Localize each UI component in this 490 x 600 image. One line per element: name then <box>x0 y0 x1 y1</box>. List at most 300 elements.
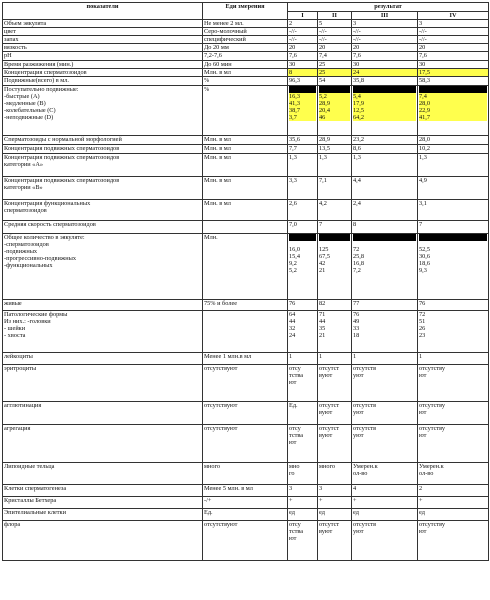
cell-line: ол-во <box>353 469 368 477</box>
cell-line: 20 <box>319 44 326 52</box>
cell-line: отсу <box>289 364 301 372</box>
cell-line <box>419 234 487 241</box>
result-cell <box>418 60 489 68</box>
cell-line: уют <box>353 431 364 439</box>
cell-line: Млн. в мл <box>204 199 231 207</box>
cell-line: Млн. <box>204 233 218 241</box>
cell-line: 30,6 <box>419 252 431 260</box>
cell-line: 23 <box>419 332 426 340</box>
indicator-cell <box>3 20 203 28</box>
cell-line: тства <box>289 371 304 379</box>
result-cell <box>418 401 489 424</box>
result-cell <box>352 60 418 68</box>
indicator-cell <box>3 520 203 560</box>
unit-cell <box>203 153 288 176</box>
cell-line: + <box>319 496 323 504</box>
cell-line: 7,7 <box>289 144 297 152</box>
cell-line: 8,6 <box>353 144 361 152</box>
cell-line: 35,6 <box>289 135 301 143</box>
result-cell <box>352 401 418 424</box>
cell-line: 76 <box>353 310 360 318</box>
result-cell <box>352 484 418 496</box>
header-indicators: показатели <box>3 3 203 20</box>
table-row <box>3 144 489 153</box>
result-cell <box>318 424 352 462</box>
result-cell <box>288 68 318 76</box>
cell-line: Умерен.к <box>353 462 378 470</box>
indicator-cell <box>3 401 203 424</box>
result-cell <box>418 310 489 352</box>
result-cell <box>418 424 489 462</box>
cell-line: -медленные (В) <box>4 99 46 107</box>
cell-line: 8 <box>289 68 293 76</box>
header-result: результат <box>288 3 489 12</box>
cell-line: 28,9 <box>319 135 331 143</box>
cell-line: 7,2 <box>353 267 361 275</box>
cell-line: - шейки <box>4 324 26 332</box>
result-cell <box>288 36 318 44</box>
cell-line: отсутст <box>319 424 340 432</box>
result-cell <box>288 176 318 199</box>
cell-line: 3,3 <box>289 176 297 184</box>
cell-line: 30 <box>353 60 360 68</box>
cell-line: 21 <box>319 267 326 275</box>
cell-line: 5,2 <box>319 93 350 100</box>
cell-line: 76 <box>419 299 426 307</box>
cell-line: цвет <box>4 28 16 36</box>
indicator-cell <box>3 36 203 44</box>
result-cell <box>352 144 418 153</box>
cell-line: отсутствуют <box>204 520 238 528</box>
table-row <box>3 220 489 233</box>
unit-cell <box>203 76 288 85</box>
cell-line: -//- <box>319 36 327 44</box>
table-row <box>3 484 489 496</box>
indicator-cell <box>3 199 203 220</box>
indicator-cell <box>3 233 203 299</box>
result-cell <box>318 364 352 401</box>
cell-line: 16,0 <box>289 245 301 253</box>
result-cell <box>418 364 489 401</box>
cell-line: го <box>289 469 295 477</box>
unit-cell <box>203 364 288 401</box>
cell-line: много <box>204 462 221 470</box>
cell-line: Млн. в мл <box>204 144 231 152</box>
result-cell <box>352 496 418 508</box>
cell-line: 2,4 <box>353 199 361 207</box>
cell-line: 30 <box>289 60 296 68</box>
cell-line: 15,4 <box>289 252 301 260</box>
table-row <box>3 352 489 364</box>
table-row <box>3 401 489 424</box>
cell-line: 21 <box>319 332 326 340</box>
indicator-cell <box>3 462 203 484</box>
cell-line: -неподвижные (D) <box>4 114 54 122</box>
cell-line <box>319 234 350 241</box>
indicator-cell <box>3 484 203 496</box>
cell-line: Концентрация подвижных сперматозоидов <box>4 153 120 161</box>
indicator-cell <box>3 310 203 352</box>
cell-line: 38,7 <box>289 107 316 114</box>
indicator-cell <box>3 60 203 68</box>
cell-line: отсутству <box>419 401 446 409</box>
indicator-cell <box>3 76 203 85</box>
result-cell <box>288 484 318 496</box>
result-cell <box>288 44 318 52</box>
cell-line: Не менее 2 мл. <box>204 20 244 28</box>
cell-line: категории «А» <box>4 160 44 168</box>
indicator-cell <box>3 352 203 364</box>
unit-cell <box>203 310 288 352</box>
unit-cell <box>203 299 288 310</box>
cell-line: 32 <box>289 324 296 332</box>
result-cell <box>288 364 318 401</box>
cell-line: 82 <box>319 299 326 307</box>
cell-line: 13,5 <box>319 144 331 152</box>
cell-line: Концентрация подвижных сперматозоидов <box>4 144 120 152</box>
cell-line: 49 <box>353 317 360 325</box>
result-cell <box>352 424 418 462</box>
table-row <box>3 233 489 299</box>
result-cell <box>352 76 418 85</box>
cell-line: 28,0 <box>419 100 487 107</box>
result-cell <box>288 153 318 176</box>
result-cell <box>418 299 489 310</box>
unit-cell <box>203 508 288 520</box>
cell-line: отсутствуют <box>204 364 238 372</box>
cell-line: вязкость <box>4 44 27 52</box>
unit-cell <box>203 462 288 484</box>
header-sample-3: III <box>352 12 418 20</box>
unit-cell <box>203 496 288 508</box>
cell-line: 51 <box>419 317 426 325</box>
cell-line: 44 <box>319 317 326 325</box>
unit-cell <box>203 20 288 28</box>
cell-line <box>353 86 416 93</box>
header-sample-2: II <box>318 12 352 20</box>
result-cell <box>288 520 318 560</box>
result-cell <box>418 520 489 560</box>
cell-line: 10,2 <box>419 144 431 152</box>
cell-line: -функциональных <box>4 262 53 270</box>
cell-line: 1,3 <box>353 153 361 161</box>
cell-line: Сперматозоиды с нормальной морфологией <box>4 135 122 143</box>
indicator-cell <box>3 85 203 135</box>
result-cell <box>418 135 489 144</box>
cell-line: отсутст <box>319 401 340 409</box>
unit-cell <box>203 520 288 560</box>
cell-line: До 20 мм <box>204 44 229 52</box>
cell-line: 30 <box>419 60 426 68</box>
cell-line: Млн. в мл <box>204 68 231 76</box>
cell-line: агглютинация <box>4 401 42 409</box>
cell-line: отсутств <box>353 401 377 409</box>
cell-line: 64 <box>289 310 296 318</box>
unit-cell <box>203 176 288 199</box>
cell-line: 22,9 <box>419 107 487 114</box>
cell-line: 2 <box>419 484 423 492</box>
cell-line: Время разжижения (мин.) <box>4 60 74 68</box>
header-unit: Еди змерения <box>203 3 288 20</box>
table-row <box>3 462 489 484</box>
cell-line: отсу <box>289 520 301 528</box>
cell-line: 4 <box>353 484 357 492</box>
unit-cell <box>203 68 288 76</box>
result-cell <box>288 462 318 484</box>
table-row <box>3 364 489 401</box>
cell-line: флора <box>4 520 21 528</box>
result-cell <box>418 176 489 199</box>
result-cell <box>288 233 318 299</box>
result-cell <box>318 36 352 44</box>
cell-line: мно <box>289 462 300 470</box>
cell-line: Серо-молочный <box>204 28 247 36</box>
cell-line: ют <box>419 408 427 416</box>
cell-line: 16,3 <box>289 93 316 100</box>
cell-line: Млн. в мл <box>204 135 231 143</box>
cell-line: 58,3 <box>419 76 431 84</box>
result-cell <box>352 176 418 199</box>
cell-line: 17,5 <box>419 68 431 76</box>
cell-line: тства <box>289 527 304 535</box>
result-cell <box>352 220 418 233</box>
cell-line: Клетки сперматогенеза <box>4 484 67 492</box>
cell-line: ют <box>289 378 297 386</box>
cell-line: 46 <box>319 114 350 121</box>
cell-line: уют <box>353 371 364 379</box>
cell-line: + <box>419 496 423 504</box>
cell-line: -быстрые (А) <box>4 92 40 100</box>
cell-line: Патологические формы <box>4 310 68 318</box>
cell-line: pH <box>4 52 12 60</box>
cell-line: отсутств <box>353 520 377 528</box>
cell-line: лейкоциты <box>4 352 33 360</box>
cell-line: 4,9 <box>419 176 427 184</box>
result-cell <box>352 310 418 352</box>
cell-line: 3 <box>353 20 357 28</box>
table-row <box>3 20 489 28</box>
cell-line: 5 <box>319 20 323 28</box>
cell-line: 7 <box>419 220 423 228</box>
cell-line: 7,6 <box>289 52 297 60</box>
unit-cell <box>203 401 288 424</box>
header-sample-4: IV <box>418 12 489 20</box>
result-cell <box>418 20 489 28</box>
result-cell <box>318 220 352 233</box>
indicator-cell <box>3 508 203 520</box>
result-cell <box>418 28 489 36</box>
result-cell <box>288 144 318 153</box>
cell-line: вуют <box>319 408 333 416</box>
cell-line: 24 <box>289 332 296 340</box>
result-cell <box>352 44 418 52</box>
cell-line: Средняя скорость сперматозоидов <box>4 220 96 228</box>
table-body <box>3 20 489 561</box>
cell-line: 3 <box>419 20 423 28</box>
result-cell <box>352 28 418 36</box>
cell-line: агрегация <box>4 424 31 432</box>
cell-line: 72 <box>353 245 360 253</box>
cell-line: Ед. <box>204 508 213 516</box>
result-cell <box>318 76 352 85</box>
cell-line: уют <box>353 527 364 535</box>
cell-line: 52,5 <box>419 245 431 253</box>
cell-line: 20 <box>419 44 426 52</box>
cell-line: отсутствуют <box>204 401 238 409</box>
result-cell <box>418 44 489 52</box>
unit-cell <box>203 52 288 60</box>
cell-line: % <box>204 76 210 84</box>
table-row <box>3 36 489 44</box>
cell-line: вуют <box>319 371 333 379</box>
cell-line: ед <box>419 508 425 516</box>
cell-line: 44 <box>289 317 296 325</box>
indicator-cell <box>3 135 203 144</box>
cell-line: 5,4 <box>353 93 416 100</box>
result-cell <box>318 484 352 496</box>
cell-line: % <box>204 85 210 93</box>
indicator-cell <box>3 299 203 310</box>
cell-line: 71 <box>319 310 326 318</box>
result-cell <box>318 44 352 52</box>
unit-cell <box>203 60 288 68</box>
indicator-cell <box>3 153 203 176</box>
cell-line: -//- <box>353 28 361 36</box>
result-cell <box>318 233 352 299</box>
cell-line: 54 <box>319 76 326 84</box>
result-cell <box>288 85 318 135</box>
result-cell <box>318 401 352 424</box>
table-row <box>3 135 489 144</box>
result-cell <box>288 424 318 462</box>
cell-line: 1 <box>319 352 323 360</box>
result-cell <box>318 508 352 520</box>
result-cell <box>288 401 318 424</box>
cell-line: 17,9 <box>353 100 416 107</box>
result-cell <box>418 484 489 496</box>
cell-line: много <box>319 462 336 470</box>
cell-line: Млн. в мл <box>204 153 231 161</box>
cell-line: 1 <box>419 352 423 360</box>
cell-line: 42 <box>319 259 326 267</box>
cell-line: 25 <box>319 68 326 76</box>
result-cell <box>352 299 418 310</box>
cell-line: эритроциты <box>4 364 37 372</box>
unit-cell <box>203 144 288 153</box>
cell-line: Менее 1 млн.в мл <box>204 352 252 360</box>
result-cell <box>352 68 418 76</box>
cell-line: 7,6 <box>353 52 361 60</box>
cell-line: 7,6 <box>419 52 427 60</box>
cell-line: Умерен.к <box>419 462 444 470</box>
table-row <box>3 68 489 76</box>
cell-line: 7 <box>319 220 323 228</box>
result-cell <box>318 310 352 352</box>
indicator-cell <box>3 52 203 60</box>
result-cell <box>352 135 418 144</box>
result-cell <box>288 299 318 310</box>
result-cell <box>318 68 352 76</box>
cell-line: 3 <box>289 484 293 492</box>
indicator-cell <box>3 496 203 508</box>
cell-line: -//- <box>419 28 427 36</box>
table-row <box>3 508 489 520</box>
result-cell <box>418 76 489 85</box>
cell-line: 3 <box>319 484 323 492</box>
result-cell <box>318 85 352 135</box>
cell-line: 16,8 <box>353 259 365 267</box>
cell-line: отсутст <box>319 520 340 528</box>
cell-line: Общее количество в эякуляте: <box>4 233 85 241</box>
unit-cell <box>203 135 288 144</box>
cell-line: 96,3 <box>289 76 301 84</box>
result-cell <box>318 299 352 310</box>
cell-line: 33 <box>353 324 360 332</box>
result-cell <box>318 20 352 28</box>
cell-line: отсутств <box>353 424 377 432</box>
result-cell <box>418 233 489 299</box>
indicator-cell <box>3 364 203 401</box>
unit-cell <box>203 484 288 496</box>
cell-line: 9,3 <box>419 267 427 275</box>
cell-line: 7,4 <box>319 52 327 60</box>
cell-line: Концентрация функциональных <box>4 199 91 207</box>
cell-line: 35 <box>319 324 326 332</box>
cell-line: отсутству <box>419 520 446 528</box>
table-row <box>3 28 489 36</box>
cell-line: -подвижных <box>4 247 38 255</box>
cell-line: 12,5 <box>353 107 416 114</box>
cell-line: -//- <box>353 36 361 44</box>
indicator-cell <box>3 144 203 153</box>
cell-line: категории «В» <box>4 183 43 191</box>
cell-line: -//- <box>289 28 297 36</box>
cell-line: 25,8 <box>353 252 365 260</box>
cell-line: 20,4 <box>319 107 350 114</box>
cell-line: 3,1 <box>419 199 427 207</box>
result-cell <box>352 153 418 176</box>
result-cell <box>352 199 418 220</box>
cell-line: 77 <box>353 299 360 307</box>
cell-line: 25 <box>319 60 326 68</box>
result-cell <box>318 496 352 508</box>
cell-line: 1,3 <box>319 153 327 161</box>
indicator-cell <box>3 28 203 36</box>
table-row <box>3 520 489 560</box>
result-cell <box>418 153 489 176</box>
result-cell <box>352 520 418 560</box>
cell-line: 7,4 <box>419 93 487 100</box>
cell-line <box>353 234 416 241</box>
cell-line: 72 <box>419 310 426 318</box>
table-row <box>3 176 489 199</box>
cell-line: 64,2 <box>353 114 416 121</box>
result-cell <box>318 176 352 199</box>
cell-line: вуют <box>319 431 333 439</box>
cell-line <box>289 86 316 93</box>
result-cell <box>288 496 318 508</box>
result-cell <box>418 352 489 364</box>
cell-line: 26 <box>419 324 426 332</box>
cell-line: 20 <box>353 44 360 52</box>
table-row <box>3 60 489 68</box>
cell-line: живые <box>4 299 22 307</box>
cell-line: 28,9 <box>319 100 350 107</box>
indicator-cell <box>3 424 203 462</box>
cell-line: 1,3 <box>419 153 427 161</box>
cell-line: 4,4 <box>353 176 361 184</box>
result-cell <box>318 52 352 60</box>
